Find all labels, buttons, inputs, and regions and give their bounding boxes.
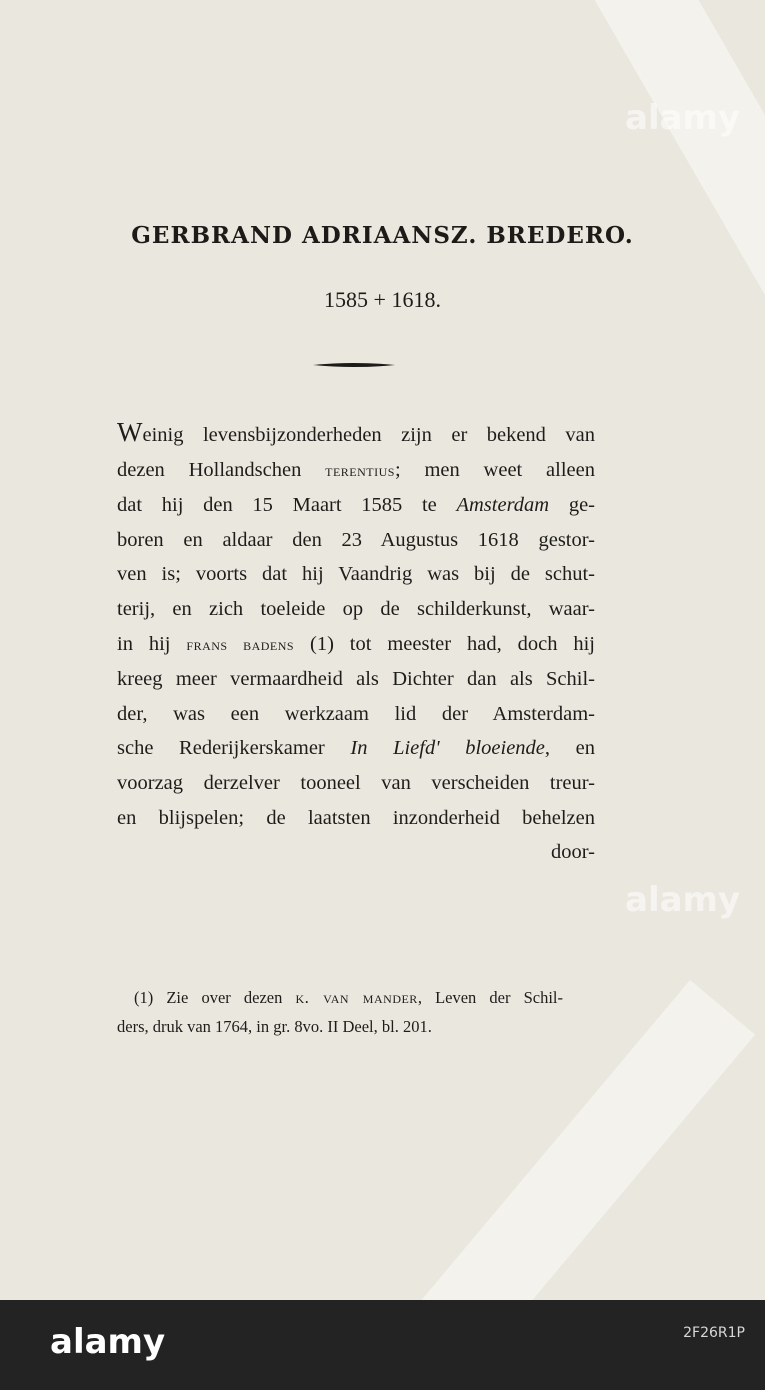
text-line — [117, 453, 595, 489]
text-line — [117, 697, 595, 732]
text-run: boren en aldaar den 23 Augustus 1618 gestor- — [117, 528, 595, 551]
text-run: k. van mander — [295, 988, 418, 1007]
text-line — [117, 592, 595, 627]
faint-watermark-bottom: alamy — [625, 880, 741, 920]
faint-watermark-top: alamy — [625, 98, 741, 138]
text-line — [117, 627, 595, 663]
text-run: In Liefd' bloeiende — [350, 737, 545, 760]
text-run: (1) Zie over dezen — [134, 988, 296, 1007]
footnote — [117, 983, 563, 1041]
paper-strip-top — [560, 0, 765, 390]
text-run: der, was een werkzaam lid der Amsterdam- — [117, 702, 595, 725]
text-run: , Leven der Schil- — [417, 988, 563, 1007]
text-run: sche Rederijkerskamer — [117, 737, 351, 760]
life-years: 1585 + 1618. — [324, 287, 441, 312]
biography-text — [117, 415, 595, 870]
text-run: frans badens — [186, 634, 295, 654]
ornament-rule-icon — [313, 362, 395, 368]
text-run: in hij — [117, 632, 187, 655]
text-run: dat hij den 15 Maart 1585 te — [117, 494, 457, 517]
page-title: GERBRAND ADRIAANSZ. BREDERO. — [131, 222, 634, 249]
text-run: Amsterdam — [456, 494, 550, 517]
text-run: terij, en zich toeleide op de schilderkunst, waar- — [117, 597, 595, 620]
text-run: ders, druk van 1764, in gr. 8vo. II Deel, bl. 201. — [117, 1017, 432, 1036]
text-run: ge- — [549, 494, 595, 517]
text-run: ; men weet alleen — [394, 458, 595, 481]
text-line — [117, 557, 595, 592]
text-run: voorzag derzelver tooneel van verscheiden treur- — [117, 771, 595, 794]
text-line — [117, 731, 595, 766]
text-run: dezen Hollandschen — [117, 458, 326, 481]
text-run: door- — [551, 841, 595, 864]
text-run: (1) tot meester had, doch hij — [294, 632, 595, 655]
text-run: , en — [544, 737, 595, 760]
text-line — [117, 801, 595, 836]
text-run: en blijspelen; de laatsten inzonderheid behelzen — [117, 806, 595, 829]
text-run: terentius — [325, 460, 395, 480]
text-line — [117, 488, 595, 523]
text-line — [117, 415, 595, 453]
footnote-line-2 — [117, 1012, 563, 1041]
text-line — [117, 523, 595, 558]
watermark-brand: alamy — [50, 1322, 166, 1362]
footnote-line-1 — [117, 983, 563, 1012]
text-run: kreeg meer vermaardheid als Dichter dan als Schil- — [117, 668, 595, 691]
text-line — [117, 835, 595, 870]
text-line — [117, 662, 595, 697]
text-line — [117, 766, 595, 801]
watermark-code: 2F26R1P — [683, 1325, 745, 1341]
text-run: W — [117, 417, 143, 447]
text-run: einig levensbijzonderheden zijn er bekend van — [142, 424, 595, 446]
text-run: ven is; voorts dat hij Vaandrig was bij de schut- — [117, 563, 595, 586]
